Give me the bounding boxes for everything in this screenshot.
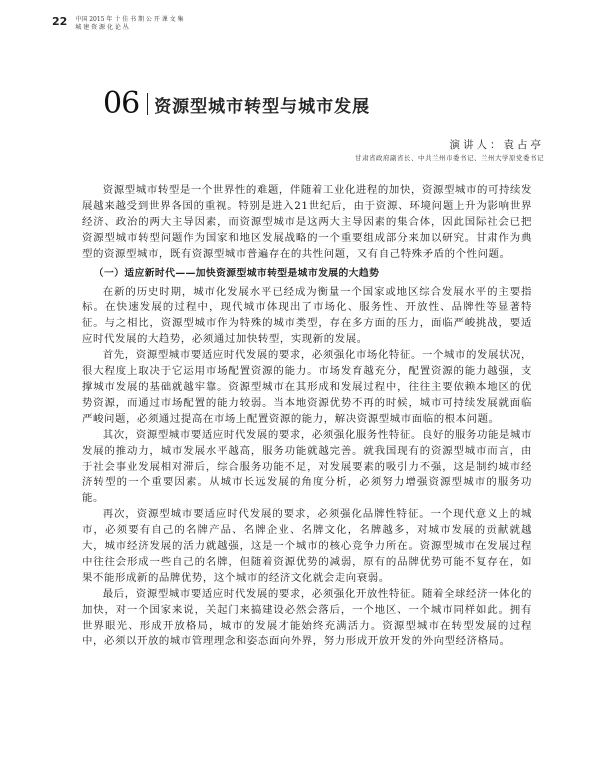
running-header bbox=[52, 16, 184, 31]
speaker-name: 演讲人：袁占亭 bbox=[449, 139, 544, 151]
chapter-number: 06 bbox=[103, 86, 140, 121]
body-paragraph: 首先，资源型城市要适应时代发展的要求，必须强化市场化特征。一个城市的发展状况，很大程度上取决于它运用市场配置资源的能力。市场发育越充分，配置资源的能力越强，支撑城市发展的基础就越牢靠。资源型城市在其形成和发展过程中，往往主要依赖本地区的优势资源，而通过市场配置的能力较弱。当本地资源优势不再的时候，城市可持续发展就面临严峻问题，必须通过提高在市场上配置资源的能力，解决资源型城市面临的根本问题。 bbox=[82, 349, 532, 425]
section-heading: （一）适应新时代——加快资源型城市转型是城市发展的大趋势 bbox=[93, 267, 380, 279]
chapter-title: 资源型城市转型与城市发展 bbox=[154, 96, 371, 117]
series-title-block bbox=[75, 16, 183, 31]
page-number: 22 bbox=[52, 15, 68, 28]
body-paragraph: 最后，资源型城市要适应时代发展的要求，必须强化开放性特征。随着全球经济一体化的加快，对一个国家来说，关起门来搞建设必然会落后，一个地区、一个城市同样如此。拥有世界眼光、形成开放格局，城市的发展才能始终充满活力。资源型城市在转型发展的过程中，必须以开放的城市管理理念和姿态面向外界，努力形成开放开发的外向型经济格局。 bbox=[82, 587, 532, 648]
article-body bbox=[82, 183, 532, 650]
series-subtitle: 城 建 资 源 化 论 丛 bbox=[75, 23, 129, 31]
body-paragraph: 再次，资源型城市要适应时代发展的要求，必须强化品牌性特征。一个现代意义上的城市，必须要有自己的名牌产品、名牌企业、名牌文化，名牌越多，对城市发展的贡献就越大，城市经济发展的活力就越强，这是一个城市的核心竞争力所在。资源型城市在发展过程中往往会形成一些自己的名牌，但随着资源优势的减弱，原有的品牌优势可能不复存在，如果不能形成新的品牌优势，这个城市的经济文化就会走向衰弱。 bbox=[82, 508, 532, 584]
chapter-heading bbox=[103, 88, 370, 120]
intro-paragraph: 资源型城市转型是一个世界性的难题，伴随着工业化进程的加快，资源型城市的可持续发展越来越受到世界各国的重视。特别是进入21世纪后，由于资源、环境问题上升为影响世界经济、政治的两大主导因素，而资源型城市是这两大主导因素的集合体，因此国际社会已把资源型城市转型问题作为国家和地区发展战略的一个重要组成部分来加以研究。甘肃作为典型的资源型城市，既有资源型城市普遍存在的共性问题，又有自己特殊矛盾的个性问题。 bbox=[82, 184, 532, 260]
body-paragraph: 其次，资源型城市要适应时代发展的要求，必须强化服务性特征。良好的服务功能是城市发展的推动力，城市发展水平越高，服务功能就越完善。就我国现有的资源型城市而言，由于社会事业发展相对滞后，综合服务功能不足，对发展要素的吸引力不强，这是制约城市经济转型的一个重要因素。从城市长远发展的角度分析，必须努力增强资源型城市的服务功能。 bbox=[82, 428, 532, 505]
series-title: 中国 2015 年 十 佳 书 期 公 开 课 文 集 bbox=[75, 16, 184, 23]
body-paragraph: 在新的历史时期，城市化发展水平已经成为衡量一个国家或地区综合发展水平的主要指标。在快速发展的过程中，现代城市体现出了市场化、服务性、开放性、品牌性等显著特征。与之相比，资源型城市作为特殊的城市类型，存在多方面的压力，面临严峻挑战，要适应时代发展的大趋势，必须通过加快转型，实现新的发展。 bbox=[82, 285, 532, 346]
speaker-affiliation: 甘肃省政府副省长、中共兰州市委书记、兰州大学原党委书记 bbox=[355, 154, 544, 162]
chapter-divider bbox=[147, 93, 148, 115]
